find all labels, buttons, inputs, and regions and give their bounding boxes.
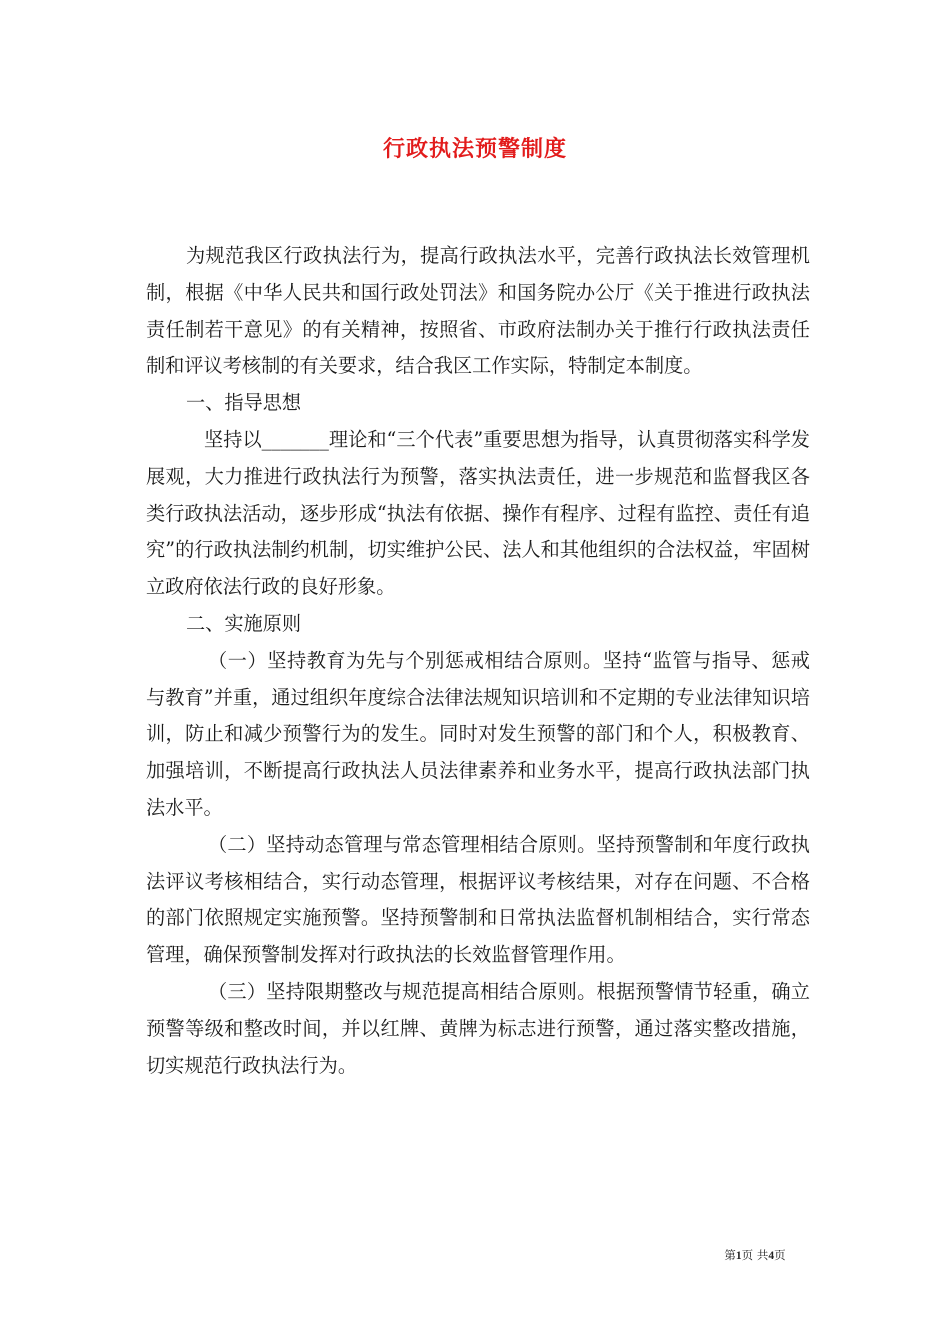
footer-total-pages: 4: [768, 1250, 775, 1262]
principle-paragraph-1: （一）坚持教育为先与个别惩戒相结合原则。坚持“监管与指导、惩戒与教育”并重，通过组织年度综合法律法规知识培训和不定期的专业法律知识培训，防止和减少预警行为的发生。同时对发生预警的部门和个人，积极教育、加强培训，不断提高行政执法人员法律素养和业务水平，提高行政执法部门执法水平。: [146, 648, 810, 819]
principle-paragraph-2: （二）坚持动态管理与常态管理相结合原则。坚持预警制和年度行政执法评议考核相结合，实行动态管理，根据评议考核结果，对存在问题、不合格的部门依照规定实施预警。坚持预警制和日常执法监督机制相结合，实行常态管理，确保预警制发挥对行政执法的长效监督管理作用。: [146, 832, 810, 967]
footer-prefix: 第: [724, 1248, 736, 1262]
document-title: 行政执法预警制度: [382, 136, 567, 162]
footer-suffix: 页: [774, 1248, 786, 1262]
guiding-thought-paragraph: 坚持以_______理论和“三个代表”重要思想为指导，认真贯彻落实科学发展观，大力推进行政执法行为预警，落实执法责任，进一步规范和监督我区各类行政执法活动，逐步形成“执法有依据、操作有程序、过程有监控、责任有追究”的行政执法制约机制，切实维护公民、法人和其他组织的合法权益，牢固树立政府依法行政的良好形象。: [146, 427, 810, 599]
page-footer: [690, 1247, 820, 1264]
section-heading-guiding-thought: 一、指导思想: [186, 391, 302, 415]
intro-paragraph: 为规范我区行政执法行为，提高行政执法水平，完善行政执法长效管理机制，根据《中华人民共和国行政处罚法》和国务院办公厅《关于推进行政执法责任制若干意见》的有关精神，按照省、市政府法制办关于推行行政执法责任制和评议考核制的有关要求，结合我区工作实际，特制定本制度。: [146, 244, 810, 378]
footer-page-number: 1: [735, 1250, 742, 1262]
document-body: [146, 238, 810, 1084]
section-heading-principles: 二、实施原则: [186, 611, 302, 635]
footer-middle: 页 共: [741, 1248, 769, 1262]
principle-paragraph-3: （三）坚持限期整改与规范提高相结合原则。根据预警情节轻重，确立预警等级和整改时间，并以红牌、黄牌为标志进行预警，通过落实整改措施，切实规范行政执法行为。: [146, 979, 810, 1077]
